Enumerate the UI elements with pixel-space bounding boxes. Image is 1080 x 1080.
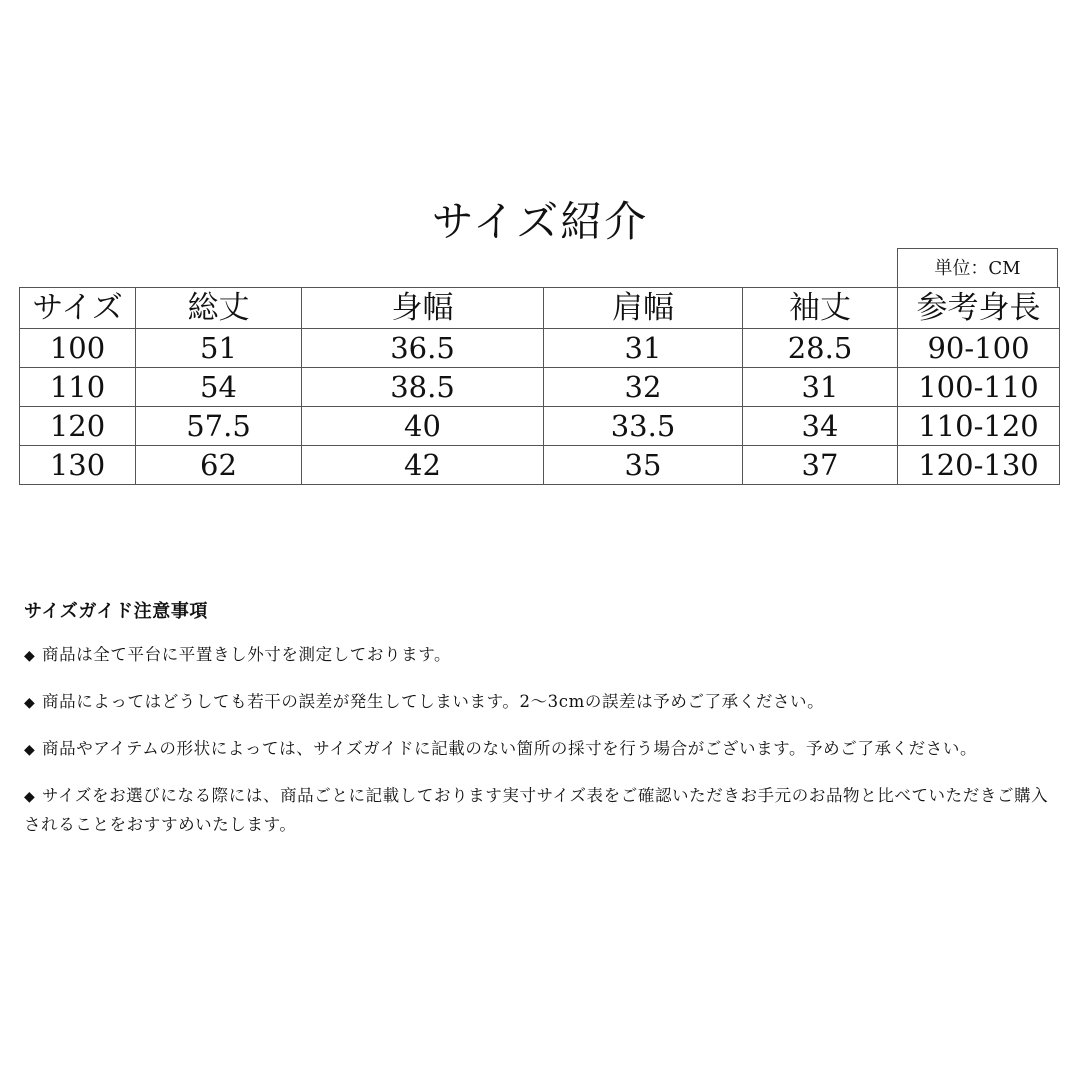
table-row [20,368,1060,407]
table-cell: 34 [743,407,898,446]
diamond-bullet-icon: ◆ [24,742,36,758]
note-text: サイズをお選びになる際には、商品ごとに記載しております実寸サイズ表をご確認いただきお手元のお品物と比べていただきご購入されることをおすすめいたします。 [24,786,1049,834]
notes-title: サイズガイド注意事項 [24,601,209,622]
diamond-bullet-icon: ◆ [24,789,36,805]
table-cell: 38.5 [302,368,544,407]
note-item [24,782,1059,839]
table-cell: 42 [302,446,544,485]
table-cell: 31 [743,368,898,407]
table-cell: 28.5 [743,329,898,368]
table-cell: 51 [136,329,302,368]
table-cell: 120 [20,407,136,446]
page-title: サイズ紹介 [431,197,649,246]
table-cell: 40 [302,407,544,446]
header-cell-shoulder: 肩幅 [544,288,743,329]
table-row [20,329,1060,368]
table-cell: 100-110 [898,368,1060,407]
header-cell-height: 参考身長 [898,288,1060,329]
size-guide-notes [24,598,1059,857]
note-item [24,641,1059,670]
table-cell: 36.5 [302,329,544,368]
header-cell-sleeve: 袖丈 [743,288,898,329]
note-text: 商品やアイテムの形状によっては、サイズガイドに記載のない箇所の採寸を行う場合がございます。予めご了承ください。 [42,739,978,758]
table-cell: 31 [544,329,743,368]
diamond-bullet-icon: ◆ [24,648,36,664]
table-cell: 57.5 [136,407,302,446]
note-item [24,735,1059,764]
unit-label: 単位：CM [897,248,1058,288]
table-cell: 35 [544,446,743,485]
table-cell: 54 [136,368,302,407]
note-item [24,688,1059,717]
table-cell: 32 [544,368,743,407]
table-cell: 90-100 [898,329,1060,368]
table-header-row [20,288,1060,329]
table-cell: 62 [136,446,302,485]
diamond-bullet-icon: ◆ [24,695,36,711]
note-text: 商品は全て平台に平置きし外寸を測定しております。 [42,645,452,664]
table-row [20,446,1060,485]
table-cell: 110 [20,368,136,407]
header-cell-width: 身幅 [302,288,544,329]
size-table [19,287,1060,485]
table-cell: 33.5 [544,407,743,446]
header-cell-length: 総丈 [136,288,302,329]
note-text: 商品によってはどうしても若干の誤差が発生してしまいます。2～3cmの誤差は予めご了承ください。 [42,692,825,711]
table-row [20,407,1060,446]
table-cell: 110-120 [898,407,1060,446]
table-cell: 100 [20,329,136,368]
table-cell: 120-130 [898,446,1060,485]
table-cell: 37 [743,446,898,485]
header-cell-size: サイズ [20,288,136,329]
table-cell: 130 [20,446,136,485]
